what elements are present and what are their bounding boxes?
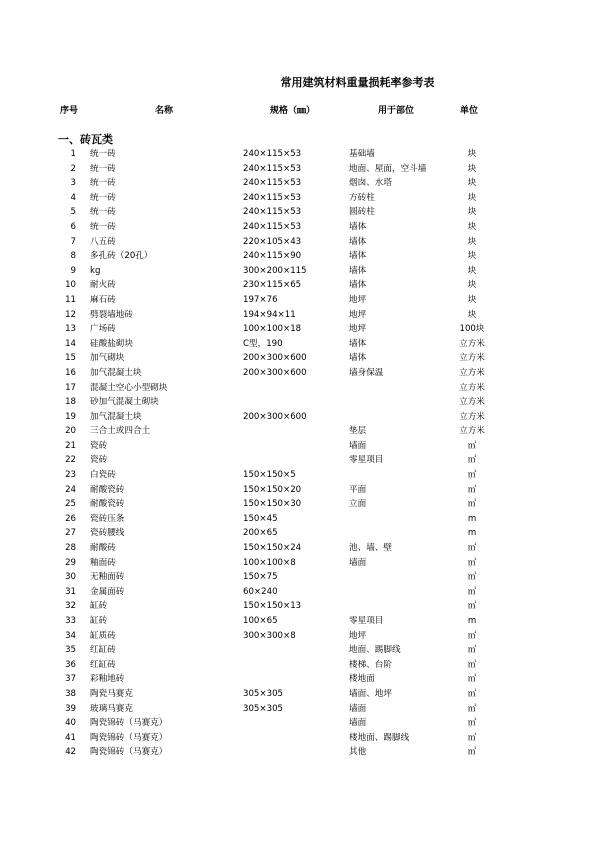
cell-use: 楼地面、踢脚线 [349, 732, 410, 743]
cell-no: 20 [65, 426, 76, 437]
cell-name: 八五砖 [90, 236, 116, 247]
cell-name: 统一砖 [90, 207, 116, 218]
cell-name: 统一砖 [90, 221, 116, 232]
table-row [0, 468, 595, 483]
cell-no: 33 [65, 616, 76, 626]
cell-name: 劈裂墙地砖 [90, 309, 133, 320]
cell-use: 墙体 [349, 338, 367, 349]
cell-spec: 240×115×90 [243, 251, 302, 262]
cell-use: 地面、踢脚线 [349, 645, 401, 656]
cell-spec: 300×300×8 [243, 630, 296, 641]
cell-use: 烟囱、水塔 [349, 178, 392, 189]
table-row [0, 147, 595, 162]
table-row [0, 293, 595, 308]
cell-no: 13 [65, 324, 76, 335]
cell-unit: 块 [467, 163, 477, 174]
cell-name: 耐火砖 [90, 280, 116, 291]
cell-unit: ㎡ [467, 557, 477, 568]
cell-unit: ㎡ [467, 470, 477, 481]
cell-no: 25 [65, 499, 76, 510]
cell-unit: ㎡ [467, 659, 477, 670]
cell-name: 砂加气混凝土砌块 [90, 397, 159, 408]
cell-use: 地坪 [349, 294, 367, 305]
table-row [0, 599, 595, 614]
cell-unit: 立方米 [459, 397, 485, 408]
table-row [0, 745, 595, 760]
page-title-text: 常用建筑材料重量损耗率参考表 [280, 76, 435, 89]
cell-use: 墙身保温 [349, 367, 384, 378]
cell-use: 墙体 [349, 221, 367, 232]
cell-use: 墙面 [349, 440, 367, 451]
cell-unit: m [467, 528, 477, 539]
cell-unit: m [467, 616, 477, 626]
cell-unit: ㎡ [467, 572, 477, 583]
table-row [0, 278, 595, 293]
cell-name: 陶瓷锦砖（马赛克） [90, 732, 168, 743]
cell-unit: ㎡ [467, 499, 477, 510]
cell-no: 42 [65, 747, 76, 758]
material-table [0, 147, 595, 760]
cell-name: 耐酸瓷砖 [90, 499, 125, 510]
cell-no: 22 [65, 455, 76, 466]
cell-unit: 立方米 [459, 411, 485, 422]
cell-name: 统一砖 [90, 163, 116, 174]
table-row [0, 381, 595, 396]
cell-name: kg [90, 265, 101, 276]
cell-use: 地坪 [349, 324, 367, 335]
cell-name: 白瓷砖 [90, 470, 116, 481]
cell-use: 墙面 [349, 557, 367, 568]
cell-unit: 块 [467, 149, 477, 159]
cell-name: 广场砖 [90, 324, 116, 335]
cell-name: 加气砌块 [90, 353, 125, 364]
cell-unit: 块 [467, 236, 477, 247]
cell-use: 墙体 [349, 236, 367, 247]
cell-name: 金属面砖 [90, 586, 125, 597]
cell-unit: 块 [467, 221, 477, 232]
header-name: 名称 [155, 106, 174, 116]
cell-name: 彩釉地砖 [90, 674, 125, 685]
cell-unit: ㎡ [467, 601, 477, 612]
cell-unit: ㎡ [467, 484, 477, 495]
cell-use: 地坪 [349, 309, 367, 320]
cell-use: 立面 [349, 499, 367, 510]
cell-no: 30 [65, 572, 76, 583]
cell-spec: 220×105×43 [243, 236, 302, 247]
cell-no: 38 [65, 688, 76, 699]
cell-no: 5 [70, 207, 76, 218]
cell-no: 19 [65, 411, 76, 422]
cell-no: 23 [65, 470, 76, 481]
cell-spec: 100×65 [243, 616, 278, 626]
table-row [0, 702, 595, 717]
cell-no: 24 [65, 484, 76, 495]
cell-spec: 200×300×600 [243, 353, 307, 364]
table-row [0, 424, 595, 439]
table-row [0, 556, 595, 571]
cell-spec: 100×100×18 [243, 324, 302, 335]
table-row [0, 395, 595, 410]
cell-unit: m [467, 513, 477, 524]
table-row [0, 453, 595, 468]
cell-spec: 197×76 [243, 294, 278, 305]
cell-spec: 240×115×53 [243, 221, 302, 232]
cell-no: 31 [65, 586, 76, 597]
cell-unit: ㎡ [467, 630, 477, 641]
cell-name: 瓷砖压条 [90, 513, 125, 524]
page-title [0, 74, 595, 90]
cell-no: 11 [65, 294, 76, 305]
cell-spec: 200×300×600 [243, 367, 307, 378]
table-row [0, 249, 595, 264]
cell-spec: 150×150×13 [243, 601, 302, 612]
cell-spec: C型，190 [243, 338, 283, 349]
table-row [0, 672, 595, 687]
cell-spec: 240×115×53 [243, 163, 302, 174]
header-use: 用于部位 [378, 106, 415, 116]
table-row [0, 658, 595, 673]
cell-use: 墙体 [349, 251, 367, 262]
cell-spec: 305×305 [243, 688, 284, 699]
table-row [0, 191, 595, 206]
cell-no: 41 [65, 732, 76, 743]
cell-spec: 200×65 [243, 528, 278, 539]
cell-use: 墙面 [349, 703, 367, 714]
cell-no: 7 [70, 236, 76, 247]
cell-name: 瓷砖腰线 [90, 528, 125, 539]
cell-name: 瓷砖 [90, 455, 108, 466]
cell-use: 墙体 [349, 280, 367, 291]
cell-name: 红缸砖 [90, 659, 116, 670]
cell-spec: 150×150×30 [243, 499, 302, 510]
table-row [0, 614, 595, 629]
cell-unit: ㎡ [467, 703, 477, 714]
table-row [0, 497, 595, 512]
header-unit: 单位 [460, 106, 479, 116]
cell-name: 红缸砖 [90, 645, 116, 656]
cell-no: 29 [65, 557, 76, 568]
cell-name: 麻石砖 [90, 294, 116, 305]
cell-name: 陶瓷锦砖（马赛克） [90, 718, 168, 729]
cell-use: 墙体 [349, 265, 367, 276]
cell-spec: 100×100×8 [243, 557, 296, 568]
table-row [0, 643, 595, 658]
cell-name: 统一砖 [90, 192, 116, 203]
cell-use: 垫层 [349, 426, 367, 437]
cell-no: 18 [65, 397, 76, 408]
table-row [0, 162, 595, 177]
cell-unit: ㎡ [467, 718, 477, 729]
table-row [0, 337, 595, 352]
table-row [0, 687, 595, 702]
cell-unit: 立方米 [459, 338, 485, 349]
cell-no: 36 [65, 659, 76, 670]
cell-no: 32 [65, 601, 76, 612]
cell-no: 9 [70, 265, 76, 276]
cell-name: 加气混凝土块 [90, 367, 142, 378]
cell-spec: 240×115×53 [243, 192, 302, 203]
cell-unit: 立方米 [459, 426, 485, 437]
table-row [0, 526, 595, 541]
table-row [0, 264, 595, 279]
cell-use: 池、墙、壁 [349, 543, 392, 554]
cell-unit: ㎡ [467, 688, 477, 699]
cell-spec: 150×150×5 [243, 470, 296, 481]
cell-name: 瓷砖 [90, 440, 108, 451]
cell-no: 21 [65, 440, 76, 451]
table-row [0, 629, 595, 644]
cell-spec: 150×150×20 [243, 484, 302, 495]
cell-name: 玻璃马赛克 [90, 703, 133, 714]
cell-use: 地坪 [349, 630, 367, 641]
cell-spec: 230×115×65 [243, 280, 302, 291]
cell-no: 15 [65, 353, 76, 364]
table-row [0, 176, 595, 191]
cell-spec: 305×305 [243, 703, 284, 714]
cell-no: 3 [70, 178, 76, 189]
cell-use: 零星项目 [349, 616, 384, 626]
table-row [0, 220, 595, 235]
cell-name: 耐酸瓷砖 [90, 484, 125, 495]
cell-name: 缸砖 [90, 601, 108, 612]
table-row [0, 235, 595, 250]
cell-use: 零星项目 [349, 455, 384, 466]
cell-unit: ㎡ [467, 440, 477, 451]
cell-use: 墙体 [349, 353, 367, 364]
cell-unit: ㎡ [467, 455, 477, 466]
cell-no: 6 [70, 221, 76, 232]
cell-use: 地面、屋面，空斗墙 [349, 163, 427, 174]
cell-name: 陶瓷锦砖（马赛克） [90, 747, 168, 758]
cell-name: 三合土或四合土 [90, 426, 151, 437]
cell-unit: ㎡ [467, 732, 477, 743]
cell-unit: 块 [467, 280, 477, 291]
cell-spec: 194×94×11 [243, 309, 296, 320]
cell-unit: 100块 [459, 324, 485, 335]
cell-no: 34 [65, 630, 76, 641]
cell-use: 楼梯、台阶 [349, 659, 392, 670]
cell-name: 统一砖 [90, 149, 116, 159]
cell-use: 墙面 [349, 718, 367, 729]
cell-name: 无釉面砖 [90, 572, 125, 583]
cell-spec: 150×45 [243, 513, 278, 524]
cell-unit: ㎡ [467, 543, 477, 554]
cell-unit: 块 [467, 294, 477, 305]
table-row [0, 483, 595, 498]
cell-name: 加气混凝土块 [90, 411, 142, 422]
cell-no: 12 [65, 309, 76, 320]
cell-no: 8 [70, 251, 76, 262]
cell-unit: ㎡ [467, 586, 477, 597]
cell-name: 多孔砖（20孔） [90, 251, 153, 262]
cell-name: 统一砖 [90, 178, 116, 189]
table-row [0, 512, 595, 527]
cell-spec: 60×240 [243, 586, 278, 597]
cell-unit: 块 [467, 265, 477, 276]
cell-use: 平面 [349, 484, 367, 495]
cell-spec: 240×115×53 [243, 178, 302, 189]
table-row [0, 351, 595, 366]
cell-no: 10 [65, 280, 76, 291]
cell-unit: 块 [467, 178, 477, 189]
cell-use: 方砖柱 [349, 192, 375, 203]
table-row [0, 205, 595, 220]
cell-no: 26 [65, 513, 76, 524]
table-row [0, 366, 595, 381]
cell-no: 14 [65, 338, 76, 349]
cell-use: 基础墙 [349, 149, 375, 159]
cell-no: 40 [65, 718, 76, 729]
cell-name: 缸砖 [90, 616, 108, 626]
cell-no: 17 [65, 382, 76, 393]
header-no: 序号 [60, 106, 79, 116]
cell-use: 其他 [349, 747, 367, 758]
cell-name: 陶瓷马赛克 [90, 688, 133, 699]
cell-use: 楼地面 [349, 674, 375, 685]
cell-name: 混凝土空心小型砌块 [90, 382, 168, 393]
table-row [0, 716, 595, 731]
cell-unit: 块 [467, 309, 477, 320]
cell-unit: 立方米 [459, 382, 485, 393]
table-row [0, 585, 595, 600]
cell-no: 4 [70, 192, 76, 203]
cell-name: 釉面砖 [90, 557, 116, 568]
cell-no: 35 [65, 645, 76, 656]
cell-name: 耐酸砖 [90, 543, 116, 554]
table-row [0, 410, 595, 425]
cell-unit: 块 [467, 251, 477, 262]
cell-unit: ㎡ [467, 747, 477, 758]
cell-no: 1 [70, 149, 76, 159]
cell-no: 39 [65, 703, 76, 714]
cell-use: 圆砖柱 [349, 207, 375, 218]
table-row [0, 541, 595, 556]
table-row [0, 308, 595, 323]
cell-spec: 200×300×600 [243, 411, 307, 422]
cell-unit: 立方米 [459, 367, 485, 378]
cell-spec: 240×115×53 [243, 207, 302, 218]
cell-no: 37 [65, 674, 76, 685]
cell-unit: 块 [467, 192, 477, 203]
cell-use: 墙面、地坪 [349, 688, 392, 699]
header-spec: 规格（㎜） [270, 106, 316, 116]
table-row [0, 570, 595, 585]
cell-no: 27 [65, 528, 76, 539]
cell-spec: 150×150×24 [243, 543, 302, 554]
table-row [0, 731, 595, 746]
cell-no: 16 [65, 367, 76, 378]
table-row [0, 439, 595, 454]
cell-unit: ㎡ [467, 645, 477, 656]
cell-no: 28 [65, 543, 76, 554]
cell-no: 2 [70, 163, 76, 174]
cell-spec: 150×75 [243, 572, 278, 583]
cell-spec: 300×200×115 [243, 265, 307, 276]
section-heading: 一、砖瓦类 [58, 133, 113, 146]
cell-unit: 立方米 [459, 353, 485, 364]
cell-name: 缸质砖 [90, 630, 116, 641]
cell-name: 硅酸盐砌块 [90, 338, 133, 349]
table-row [0, 322, 595, 337]
cell-unit: ㎡ [467, 674, 477, 685]
cell-unit: 块 [467, 207, 477, 218]
cell-spec: 240×115×53 [243, 149, 302, 159]
